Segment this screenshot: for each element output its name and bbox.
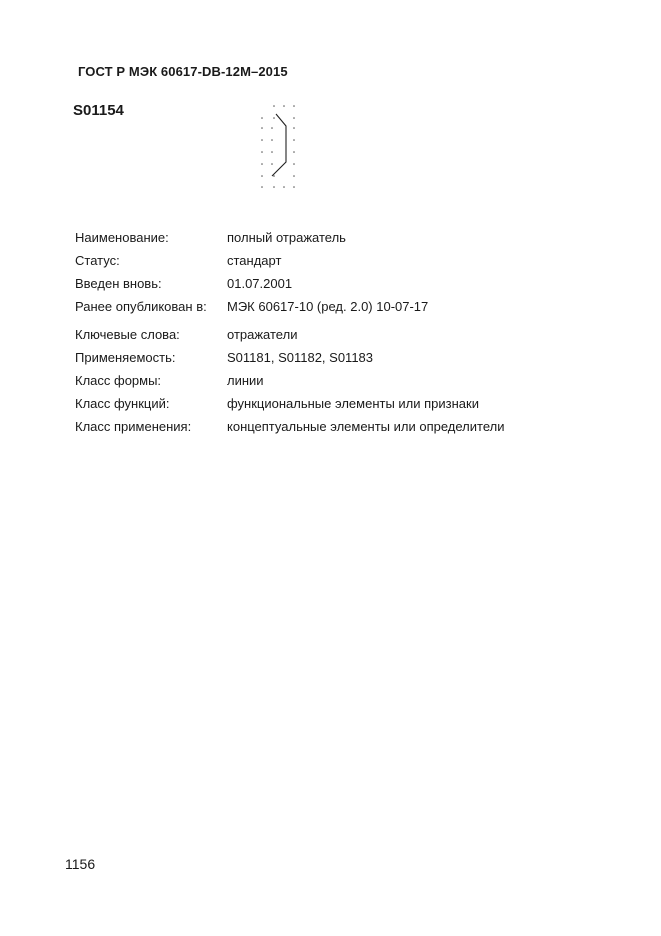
property-row-previously-published: [75, 295, 505, 318]
property-value: линии: [227, 373, 264, 388]
document-header: ГОСТ Р МЭК 60617-DB-12M–2015: [78, 64, 288, 79]
property-value: концептуальные элементы или определители: [227, 419, 505, 434]
reflector-line: [272, 114, 286, 176]
property-row-application-class: [75, 415, 505, 438]
property-row-keywords: [75, 323, 505, 346]
page-number: 1156: [65, 856, 96, 872]
full-reflector-symbol-icon: [252, 100, 302, 192]
property-row-name: [75, 226, 505, 249]
properties-table: [75, 226, 505, 438]
property-row-function-class: [75, 392, 505, 415]
symbol-code: S01154: [73, 102, 124, 119]
property-value: отражатели: [227, 327, 298, 342]
property-label: Ранее опубликован в:: [75, 299, 207, 314]
property-label: Применяемость:: [75, 350, 176, 365]
grid-dots: [261, 105, 295, 188]
property-value: 01.07.2001: [227, 276, 293, 291]
property-row-status: [75, 249, 505, 272]
property-value: МЭК 60617-10 (ред. 2.0) 10-07-17: [227, 299, 429, 314]
property-label: Введен вновь:: [75, 276, 162, 291]
property-value: полный отражатель: [227, 230, 346, 245]
property-label: Статус:: [75, 253, 120, 268]
property-row-shape-class: [75, 369, 505, 392]
property-label: Класс функций:: [75, 396, 170, 411]
property-label: Класс формы:: [75, 373, 162, 388]
property-label: Наименование:: [75, 230, 169, 245]
property-row-introduced: [75, 272, 505, 295]
property-value: функциональные элементы или признаки: [227, 396, 479, 411]
property-row-applicability: [75, 346, 505, 369]
property-label: Класс применения:: [75, 419, 192, 434]
property-value: S01181, S01182, S01183: [227, 350, 374, 365]
property-label: Ключевые слова:: [75, 327, 180, 342]
property-value: стандарт: [227, 253, 282, 268]
